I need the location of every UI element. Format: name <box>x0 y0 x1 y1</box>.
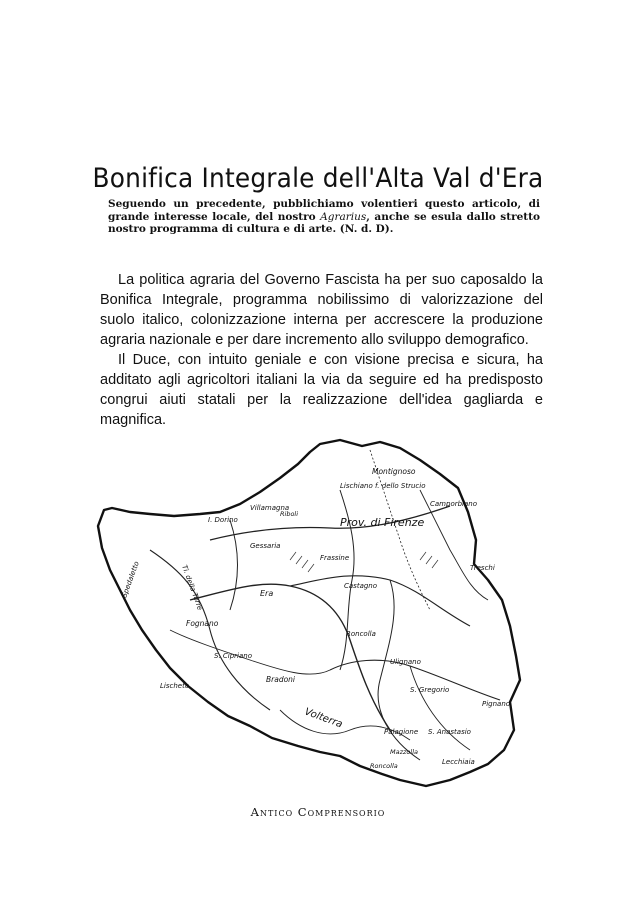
label-camporbiano: Camporbiano <box>430 500 477 508</box>
label-cipriano: S. Cipriano <box>214 652 253 660</box>
label-castagno: Castagno <box>344 582 378 590</box>
label-palagione: Palagione <box>384 728 419 736</box>
page-title: Bonifica Integrale dell'Alta Val d'Era <box>92 163 544 195</box>
road-7 <box>410 666 470 750</box>
road-2 <box>290 576 470 626</box>
label-treschi: Treschi <box>470 564 495 572</box>
label-lischiano: Lischiano f. dello Strucio <box>340 482 426 490</box>
territory-map <box>90 430 530 800</box>
label-anastasio: S. Anastasio <box>428 728 471 736</box>
label-mazzolla: Mazzolla <box>390 748 418 756</box>
hatch-1 <box>290 552 314 572</box>
editor-note-paragraph <box>108 198 540 236</box>
editor-note-author: Agrarius <box>320 210 367 223</box>
label-riboli: Riboli <box>280 510 299 518</box>
editor-note-text-a: Seguendo un precedente, pubblichiamo volentieri questo articolo, di grande interesse locale, del nostro <box>108 198 540 223</box>
map-caption: Antico Comprensorio <box>250 805 386 819</box>
hatch-2 <box>420 552 438 568</box>
label-sgregorio: S. Gregorio <box>410 686 450 694</box>
editor-note-text-b: , anche se esula dallo stretto nostro programma di cultura e di arte. (N. d. D). <box>108 210 540 235</box>
label-frassine: Frassine <box>320 554 350 562</box>
label-bradoni: Bradoni <box>266 675 296 684</box>
territory-map-drawing <box>90 430 530 800</box>
label-spedaletto: Spedaletto <box>120 560 141 599</box>
label-ulignano: Ulignano <box>390 658 421 666</box>
label-pignano: Pignano <box>482 700 511 708</box>
label-lischeto: Lischeto <box>160 682 190 690</box>
label-fognano: Fognano <box>186 619 219 628</box>
editor-note <box>108 198 540 236</box>
label-gesseria: Gessaria <box>250 542 281 550</box>
label-era: Era <box>260 589 274 598</box>
label-villamagna: Villamagna <box>250 504 290 512</box>
label-della-torre: Ti. della Torre <box>180 563 204 612</box>
road-5 <box>230 520 238 610</box>
label-prov-firenze: Prov. di Firenze <box>340 516 425 529</box>
label-volterra: Volterra <box>302 706 344 731</box>
label-dorino: I. Dorino <box>208 516 238 524</box>
label-lecchiaia: Lecchiaia <box>442 758 475 766</box>
label-roncolla-b: Roncolla <box>370 762 398 770</box>
article-body <box>100 270 543 430</box>
article-paragraph-1: La politica agraria del Governo Fascista ha per suo caposaldo la Bonifica Integrale, programma nobilissimo di valorizzazione del suolo italico, colonizzazione interna per accrescere la produzione agraria nazionale e per dare incremento allo sviluppo demografico. <box>100 272 543 348</box>
article-paragraph-2: Il Duce, con intuito geniale e con visione precisa e sicura, ha additato agli agricoltori italiani la via da seguire ed ha predisposto congrui aiuti statali per la realizzazione dell'idea gagliarda e magnifica. <box>100 352 543 428</box>
label-roncolla: Roncolla <box>346 630 376 638</box>
label-montignoso: Montignoso <box>372 467 416 476</box>
